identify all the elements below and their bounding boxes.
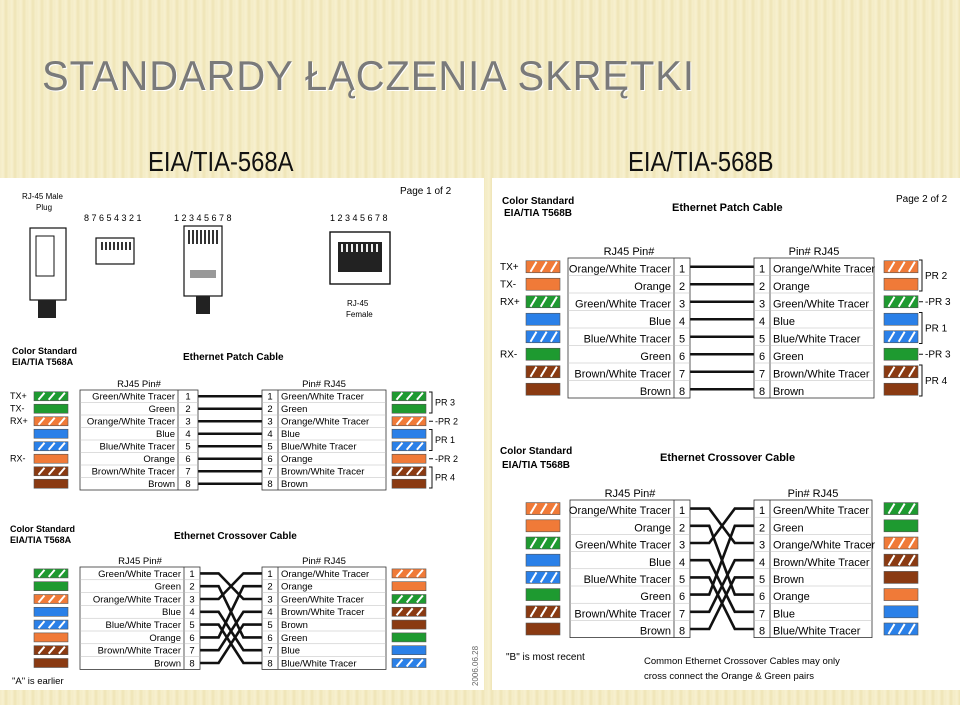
standard-568a-label: EIA/TIA-568A <box>148 146 294 177</box>
left-crossover-right-swatch <box>392 582 426 591</box>
left-patch-left-pin-number: 7 <box>185 466 191 478</box>
left-patch-left-swatch <box>34 404 68 413</box>
pin-order-asc: 1 2 3 4 5 6 7 8 <box>174 213 232 223</box>
right-crossover-left-row-label: Orange/White Tracer <box>568 505 671 518</box>
left-patch-pair-bracket <box>429 430 432 451</box>
right-crossover-standard-label: EIA/TIA T568B <box>502 460 570 471</box>
plug-top-contact <box>204 230 206 244</box>
left-patch-right-row-label: Orange/White Tracer <box>281 416 370 428</box>
right-patch-right-header: Pin# RJ45 <box>788 246 840 258</box>
left-patch-pair-label: PR 4 <box>435 472 456 483</box>
female-jack-opening <box>338 242 382 272</box>
right-patch-pair-label: -PR 3 <box>925 349 951 361</box>
left-patch-right-row-label: Blue <box>281 429 301 440</box>
left-patch-left-pin-number: 8 <box>185 479 191 490</box>
plug-top-contact <box>208 230 210 244</box>
left-patch-right-swatch <box>392 404 426 413</box>
left-patch-right-header: Pin# RJ45 <box>302 379 346 390</box>
plug-side-icon-latch <box>36 236 54 276</box>
right-crossover-left-pin-number: 6 <box>678 591 686 604</box>
left-patch-left-row-label: Green <box>148 404 175 415</box>
right-patch-left-row-label: Green <box>640 351 671 363</box>
left-crossover-right-row-label: Orange <box>281 581 313 593</box>
right-crossover-left-pin-number: 4 <box>678 556 686 569</box>
right-patch-right-pin-number: 8 <box>758 386 766 398</box>
left-patch-right-row-label: Green/White Tracer <box>281 391 364 403</box>
left-crossover-left-row-label: Green <box>154 581 181 593</box>
left-patch-left-pin-number: 4 <box>185 429 191 440</box>
right-patch-right-row-label: Blue <box>773 316 796 328</box>
left-patch-left-row-label: Orange <box>143 454 175 465</box>
left-crossover-left-pin-number: 6 <box>189 632 195 644</box>
right-patch-right-row-label: Brown/White Tracer <box>773 368 870 381</box>
right-crossover-right-row-label: Orange <box>773 591 810 604</box>
right-patch-right-swatch <box>884 313 918 325</box>
female-jack-contact <box>341 244 343 252</box>
right-patch-pair-label: PR 1 <box>925 323 948 335</box>
left-patch-left-row-label: Blue <box>155 429 175 440</box>
right-patch-right-swatch <box>884 348 918 360</box>
right-crossover-right-pin-number: 3 <box>758 539 766 552</box>
left-crossover-right-pin-number: 3 <box>267 594 273 606</box>
right-crossover-left-swatch <box>526 520 560 532</box>
right-crossover-right-pin-number: 6 <box>758 591 766 604</box>
left-patch-right-row-label: Brown <box>281 479 308 490</box>
plug-top-contact <box>188 230 190 244</box>
left-crossover-right-header: Pin# RJ45 <box>302 556 346 567</box>
left-patch-right-swatch <box>392 479 426 488</box>
left-patch-right-swatch <box>392 454 426 463</box>
left-patch-left-pin-number: 5 <box>185 441 191 453</box>
right-patch-right-pin-number: 6 <box>758 351 766 363</box>
left-patch-pair-bracket <box>429 467 432 488</box>
right-patch-left-swatch <box>526 348 560 360</box>
right-patch-left-pin-number: 1 <box>678 263 686 276</box>
right-patch-left-swatch <box>526 278 560 290</box>
female-jack-contact <box>366 244 368 252</box>
right-patch-signal-label: RX- <box>500 349 518 361</box>
right-patch-right-pin-number: 5 <box>758 333 766 346</box>
right-patch-left-row-label: Blue/White Tracer <box>583 333 671 346</box>
pin-order-female: 1 2 3 4 5 6 7 8 <box>330 213 388 223</box>
right-crossover-right-pin-number: 7 <box>758 608 766 621</box>
female-label: Female <box>346 310 373 319</box>
right-patch-right-pin-number: 3 <box>758 298 766 311</box>
left-patch-pair-label: -PR 2 <box>435 453 459 464</box>
right-patch-title: Ethernet Patch Cable <box>672 202 783 214</box>
left-crossover-right-row-label: Green <box>281 632 308 644</box>
right-crossover-left-row-label: Blue/White Tracer <box>583 574 671 586</box>
left-crossover-left-row-label: Green/White Tracer <box>98 568 181 580</box>
left-patch-left-row-label: Brown <box>148 479 175 490</box>
right-patch-left-pin-number: 8 <box>678 386 686 398</box>
right-patch-right-pin-number: 1 <box>758 263 766 276</box>
right-patch-pair-label: -PR 3 <box>925 297 951 309</box>
left-patch-left-row-label: Blue/White Tracer <box>99 441 175 453</box>
left-crossover-left-swatch <box>34 607 68 616</box>
left-patch-left-pin-number: 2 <box>185 404 191 415</box>
left-crossover-left-row-label: Blue/White Tracer <box>105 620 181 631</box>
right-crossover-left-swatch <box>526 623 560 635</box>
left-crossover-right-row-label: Brown/White Tracer <box>281 607 365 619</box>
left-crossover-left-row-label: Brown <box>154 658 181 670</box>
female-label: RJ-45 <box>347 299 369 308</box>
right-crossover-footnote: cross connect the Orange & Green pairs <box>644 671 815 682</box>
right-patch-right-row-label: Brown <box>773 386 805 398</box>
left-patch-signal-label: RX+ <box>10 416 28 426</box>
right-patch-right-row-label: Orange <box>773 281 810 293</box>
plug-top-contact <box>216 230 218 244</box>
right-patch-left-pin-number: 2 <box>678 281 686 293</box>
left-crossover-right-row-label: Brown <box>281 620 308 631</box>
left-patch-left-swatch <box>34 479 68 488</box>
left-crossover-right-pin-number: 2 <box>267 581 273 593</box>
left-patch-pair-label: PR 1 <box>435 435 456 445</box>
plug-front-contact <box>125 242 127 250</box>
right-patch-right-pin-number: 4 <box>758 316 766 328</box>
right-crossover-left-header: RJ45 Pin# <box>604 488 656 500</box>
right-patch-left-row-label: Blue <box>648 316 671 328</box>
left-patch-right-pin-number: 8 <box>267 479 273 490</box>
right-patch-pair-bracket <box>919 365 922 396</box>
right-crossover-footnote: Common Ethernet Crossover Cables may only <box>644 656 840 667</box>
female-jack-contact <box>371 244 373 252</box>
left-crossover-left-row-label: Orange/White Tracer <box>92 594 181 606</box>
right-crossover-left-row-label: Green/White Tracer <box>575 539 671 552</box>
slide-title: STANDARDY ŁĄCZENIA SKRĘTKI <box>42 52 695 99</box>
left-patch-left-pin-number: 3 <box>185 416 191 428</box>
left-patch-left-pin-number: 6 <box>185 454 191 465</box>
right-patch-left-swatch <box>526 383 560 395</box>
right-patch-right-row-label: Orange/White Tracer <box>773 263 876 276</box>
left-patch-right-row-label: Green <box>281 404 308 415</box>
left-crossover-right-row-label: Green/White Tracer <box>281 594 364 606</box>
right-crossover-title: Ethernet Crossover Cable <box>660 452 796 464</box>
left-crossover-left-pin-number: 2 <box>189 581 195 593</box>
right-crossover-left-row-label: Brown/White Tracer <box>574 608 671 621</box>
right-patch-right-swatch <box>884 383 918 395</box>
left-patch-left-row-label: Orange/White Tracer <box>86 416 175 428</box>
right-crossover-right-pin-number: 2 <box>758 522 766 535</box>
left-patch-left-swatch <box>34 454 68 463</box>
left-patch-right-pin-number: 1 <box>267 391 273 403</box>
left-crossover-title: Ethernet Crossover Cable <box>174 531 297 542</box>
left-patch-left-row-label: Green/White Tracer <box>92 391 175 403</box>
left-crossover-note: "A" is earlier <box>12 676 64 687</box>
left-crossover-left-row-label: Blue <box>161 607 181 619</box>
plug-top-contact <box>212 230 214 244</box>
left-patch-right-row-label: Orange <box>281 454 313 465</box>
right-patch-signal-label: TX- <box>500 279 517 291</box>
left-crossover-left-pin-number: 7 <box>189 645 195 657</box>
right-patch-left-row-label: Orange/White Tracer <box>568 263 671 276</box>
right-crossover-right-row-label: Brown/White Tracer <box>773 556 870 569</box>
right-crossover-note: "B" is most recent <box>506 652 585 663</box>
right-patch-left-row-label: Orange <box>634 281 671 293</box>
plug-front-contact <box>129 242 131 250</box>
right-patch-left-pin-number: 7 <box>678 368 686 381</box>
page-label: Page 2 of 2 <box>896 194 948 205</box>
left-patch-left-swatch <box>34 429 68 438</box>
right-patch-right-pin-number: 2 <box>758 281 766 293</box>
right-crossover-left-pin-number: 2 <box>678 522 686 535</box>
plug-front-contact <box>117 242 119 250</box>
left-crossover-left-swatch <box>34 633 68 642</box>
right-crossover-left-pin-number: 1 <box>678 505 686 518</box>
right-patch-left-pin-number: 6 <box>678 351 686 363</box>
right-patch-right-row-label: Green <box>773 351 804 363</box>
female-jack-contact <box>376 244 378 252</box>
left-crossover-right-swatch <box>392 646 426 655</box>
left-crossover-right-pin-number: 1 <box>267 568 273 580</box>
left-crossover-left-row-label: Brown/White Tracer <box>97 645 181 657</box>
right-diagram <box>492 178 960 690</box>
left-crossover-right-pin-number: 4 <box>267 607 273 619</box>
female-jack-contact <box>351 244 353 252</box>
right-crossover-right-row-label: Blue/White Tracer <box>773 625 861 638</box>
right-crossover-right-row-label: Brown <box>773 574 805 586</box>
right-crossover-left-pin-number: 7 <box>678 608 686 621</box>
left-crossover-left-pin-number: 1 <box>189 568 195 580</box>
right-crossover-right-row-label: Green <box>773 522 804 535</box>
right-crossover-right-header: Pin# RJ45 <box>787 488 839 500</box>
plug-front-icon <box>96 238 134 264</box>
left-crossover-right-row-label: Blue/White Tracer <box>281 658 357 670</box>
left-patch-left-header: RJ45 Pin# <box>117 379 161 390</box>
right-crossover-right-pin-number: 8 <box>758 625 766 638</box>
right-patch-standard-label: EIA/TIA T568B <box>504 208 572 219</box>
date-stamp: 2006.06.28 <box>471 645 480 686</box>
left-crossover-left-swatch <box>34 659 68 668</box>
plug-top-cable <box>196 296 210 314</box>
left-crossover-left-row-label: Orange <box>149 632 181 644</box>
right-patch-signal-label: RX+ <box>500 297 520 308</box>
left-patch-title: Ethernet Patch Cable <box>183 352 284 363</box>
left-crossover-standard-label: Color Standard <box>10 524 76 534</box>
plug-front-contact <box>109 242 111 250</box>
right-patch-right-swatch <box>884 278 918 290</box>
right-patch-left-header: RJ45 Pin# <box>603 246 655 258</box>
left-crossover-left-header: RJ45 Pin# <box>118 556 162 567</box>
plug-label: Plug <box>36 203 53 212</box>
right-patch-left-pin-number: 4 <box>678 316 686 328</box>
left-patch-standard-label: Color Standard <box>12 346 78 356</box>
left-crossover-right-pin-number: 8 <box>267 658 273 670</box>
right-patch-left-row-label: Brown/White Tracer <box>574 368 671 381</box>
left-patch-right-pin-number: 6 <box>267 454 273 465</box>
right-patch-right-row-label: Blue/White Tracer <box>773 333 861 346</box>
left-crossover-left-pin-number: 5 <box>189 620 195 631</box>
left-crossover-right-pin-number: 6 <box>267 632 273 644</box>
plug-top-contact <box>196 230 198 244</box>
left-crossover-right-pin-number: 5 <box>267 620 273 631</box>
right-patch-standard-label: Color Standard <box>502 196 575 207</box>
right-patch-signal-label: TX+ <box>500 262 519 273</box>
left-patch-signal-label: TX+ <box>10 391 27 401</box>
right-diagram-panel <box>492 178 960 690</box>
left-crossover-right-swatch <box>392 633 426 642</box>
left-patch-right-pin-number: 4 <box>267 429 273 440</box>
left-diagram-panel <box>0 178 484 690</box>
plug-front-contact <box>105 242 107 250</box>
right-crossover-right-pin-number: 4 <box>758 556 766 569</box>
left-patch-standard-label: EIA/TIA T568A <box>12 357 74 367</box>
left-patch-right-row-label: Brown/White Tracer <box>281 466 365 478</box>
plug-label: RJ-45 Male <box>22 192 63 201</box>
plug-front-contact <box>113 242 115 250</box>
right-patch-pair-bracket <box>919 313 922 344</box>
right-crossover-right-row-label: Green/White Tracer <box>773 505 869 518</box>
right-crossover-left-pin-number: 5 <box>678 574 686 586</box>
right-patch-left-pin-number: 3 <box>678 298 686 311</box>
plug-top-contact <box>192 230 194 244</box>
right-patch-pair-label: PR 2 <box>925 270 948 282</box>
left-patch-pair-bracket <box>429 392 432 413</box>
left-crossover-right-row-label: Orange/White Tracer <box>281 568 370 580</box>
left-crossover-left-pin-number: 8 <box>189 658 195 670</box>
female-jack-contact <box>361 244 363 252</box>
right-crossover-right-row-label: Blue <box>773 608 796 621</box>
left-patch-signal-label: RX- <box>10 453 26 464</box>
left-patch-right-pin-number: 2 <box>267 404 273 415</box>
left-patch-left-row-label: Brown/White Tracer <box>91 466 175 478</box>
right-patch-left-row-label: Green/White Tracer <box>575 298 671 311</box>
left-patch-right-pin-number: 7 <box>267 466 273 478</box>
right-crossover-left-swatch <box>526 589 560 601</box>
left-patch-right-row-label: Blue/White Tracer <box>281 441 357 453</box>
right-crossover-right-row-label: Orange/White Tracer <box>773 539 876 552</box>
left-crossover-left-pin-number: 4 <box>189 607 195 619</box>
right-crossover-left-swatch <box>526 554 560 566</box>
left-crossover-right-pin-number: 7 <box>267 645 273 657</box>
right-crossover-left-row-label: Blue <box>648 556 671 569</box>
left-crossover-right-swatch <box>392 620 426 629</box>
plug-top-crimp <box>190 270 216 278</box>
plug-side-icon-cable <box>38 300 56 318</box>
right-patch-right-row-label: Green/White Tracer <box>773 298 869 311</box>
left-patch-signal-label: TX- <box>10 403 25 414</box>
plug-front-contact <box>101 242 103 250</box>
right-crossover-left-pin-number: 8 <box>678 625 686 638</box>
right-crossover-right-swatch <box>884 571 918 583</box>
standard-568b-label: EIA/TIA-568B <box>628 146 774 177</box>
right-crossover-left-pin-number: 3 <box>678 539 686 552</box>
female-jack-contact <box>346 244 348 252</box>
page-label: Page 1 of 2 <box>400 186 452 197</box>
left-patch-pair-label: PR 3 <box>435 397 456 408</box>
right-patch-pair-bracket <box>919 260 922 291</box>
right-patch-right-pin-number: 7 <box>758 368 766 381</box>
right-crossover-left-row-label: Brown <box>639 625 671 638</box>
right-crossover-left-row-label: Orange <box>634 522 671 535</box>
right-patch-left-swatch <box>526 313 560 325</box>
left-patch-right-pin-number: 3 <box>267 416 273 428</box>
right-crossover-right-pin-number: 5 <box>758 574 766 586</box>
left-crossover-left-swatch <box>34 582 68 591</box>
right-patch-pair-label: PR 4 <box>925 375 948 387</box>
left-patch-left-pin-number: 1 <box>185 391 191 403</box>
left-crossover-right-row-label: Blue <box>281 645 301 657</box>
left-patch-right-swatch <box>392 429 426 438</box>
right-patch-left-pin-number: 5 <box>678 333 686 346</box>
left-patch-pair-label: -PR 2 <box>435 416 459 427</box>
right-crossover-right-pin-number: 1 <box>758 505 766 518</box>
female-jack-contact <box>356 244 358 252</box>
right-patch-left-row-label: Brown <box>639 386 671 398</box>
right-crossover-right-swatch <box>884 606 918 618</box>
plug-front-contact <box>121 242 123 250</box>
right-crossover-standard-label: Color Standard <box>500 446 573 457</box>
right-crossover-left-row-label: Green <box>640 591 671 604</box>
plug-top-contact <box>200 230 202 244</box>
pin-order-desc: 8 7 6 5 4 3 2 1 <box>84 213 142 223</box>
right-crossover-right-swatch <box>884 520 918 532</box>
left-patch-right-pin-number: 5 <box>267 441 273 453</box>
left-crossover-standard-label: EIA/TIA T568A <box>10 535 72 545</box>
left-crossover-left-pin-number: 3 <box>189 594 195 606</box>
left-diagram <box>0 178 484 690</box>
right-crossover-right-swatch <box>884 589 918 601</box>
